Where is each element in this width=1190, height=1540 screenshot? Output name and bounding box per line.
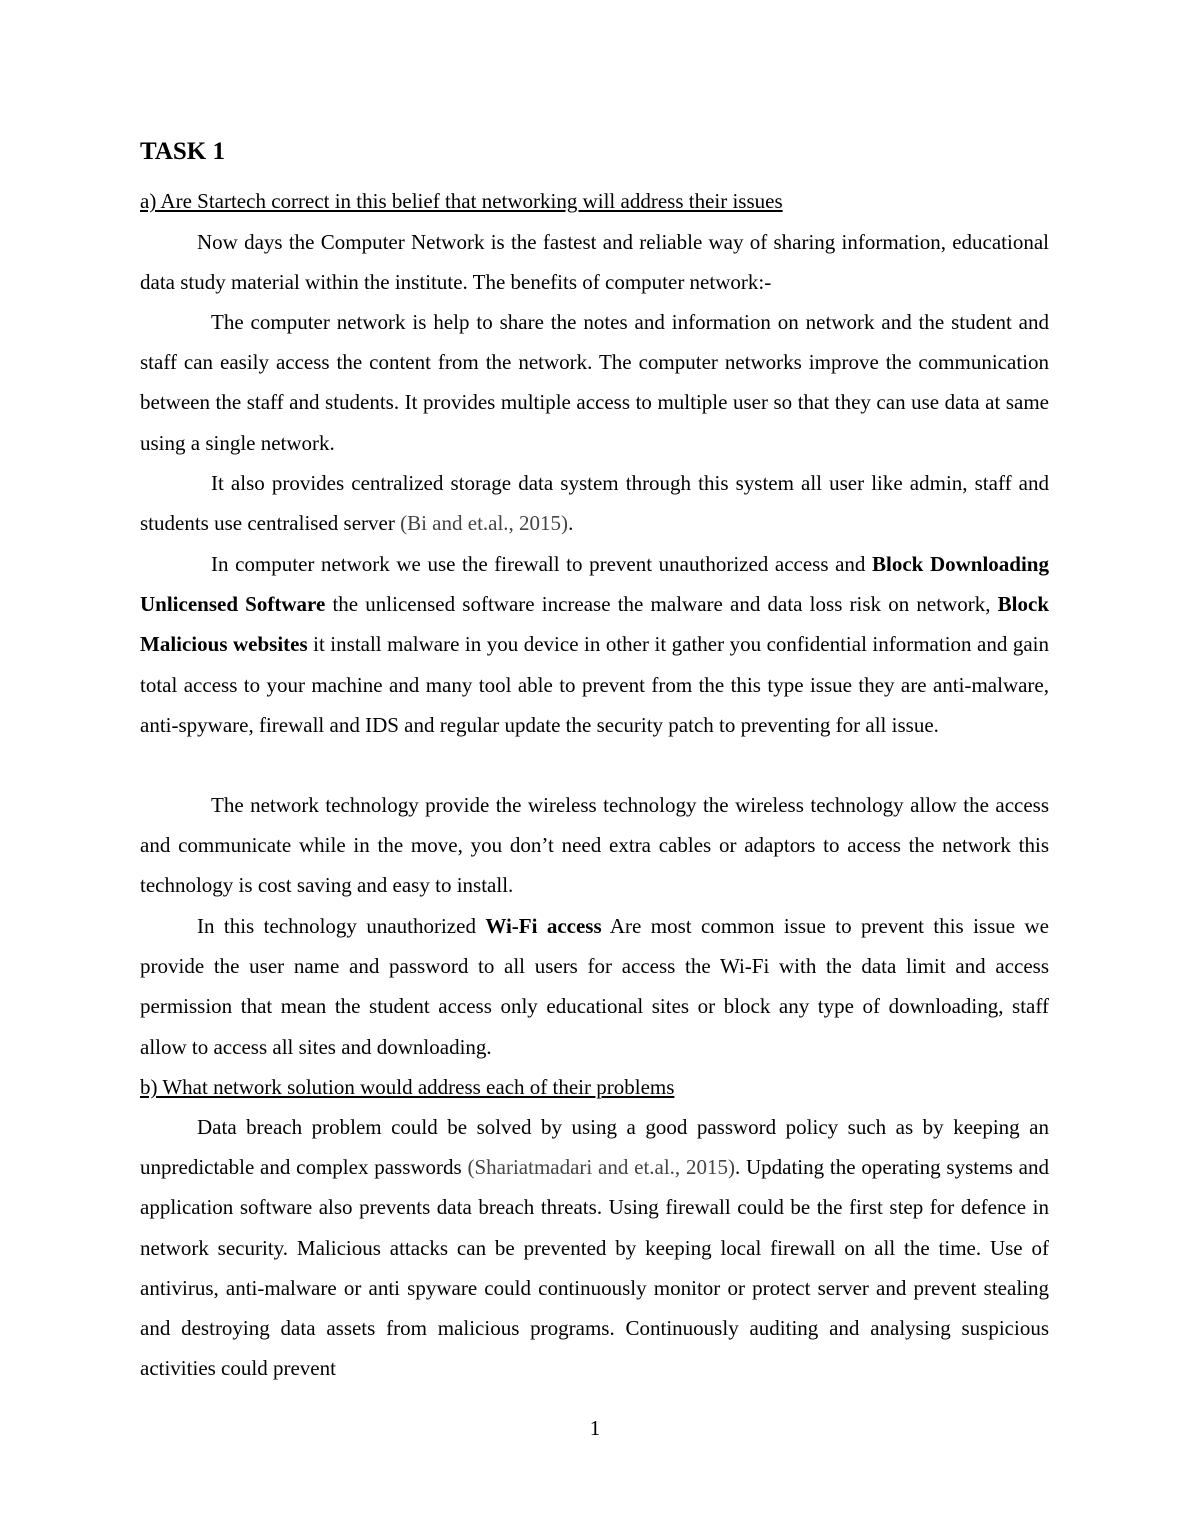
section-a-paragraph-1: Now days the Computer Network is the fastest and reliable way of sharing information, educational data study material within the institute. The benefits of computer network:- — [140, 230, 1049, 295]
page-number: 1 — [589, 1416, 601, 1440]
citation-bi: (Bi and et.al., 2015) — [400, 511, 569, 536]
section-a-paragraph-4 — [140, 544, 1049, 745]
b-p1-text-b: . Updating the operating systems and application software also prevents data breach threats. Using firewall could be the first step for defence in network security. Malicious attacks can be prevented by keeping local firewall on all the time. Use of antivirus, anti-malware or anti spyware could continuously monitor or protect server and prevent stealing and destroying data assets from malicious programs. Continuously auditing and analysing suspicious activities could prevent — [140, 1155, 1049, 1381]
section-a-paragraph-2: The computer network is help to share the notes and information on network and the student and staff can easily access the content from the network. The computer networks improve the communication between the staff and students. It provides multiple access to multiple user so that they can use data at same using a single network. — [140, 310, 1049, 455]
p4-text-a: In computer network we use the firewall to prevent unauthorized access and — [211, 552, 873, 576]
p6-text-c: Are most common issue to prevent this issue we provide the user name and password to all users for access the Wi-Fi with the data limit and access permission that mean the student access only educational sites or block any type of downloading, staff allow to access all sites and downloading. — [140, 914, 1049, 1059]
p3-text: It also provides centralized storage data system through this system all user like admin, staff and students use centralised server — [140, 471, 1049, 536]
p6-bold-wifi-access: Wi-Fi access — [485, 914, 602, 938]
p4-text-d: it install malware in you device in other it gather you confidential information and gain total access to your machine and many tool able to prevent from the this type issue they are anti-malware, anti-spyware, firewall and IDS and regular update the security patch to preventing for all issue. — [140, 632, 1049, 737]
citation-shariatmadari: (Shariatmadari and et.al., 2015) — [467, 1155, 735, 1180]
section-a-title: a) Are Startech correct in this belief that networking will address their issues — [140, 189, 783, 213]
p4-bold-block-downloading: Block Downloading Unlicensed Software — [140, 552, 1049, 617]
section-b-paragraph-1 — [140, 1107, 1049, 1388]
p3-end: . — [568, 511, 574, 536]
section-b-title: b) What network solution would address each of their problems — [140, 1075, 675, 1099]
task-heading: TASK 1 — [140, 138, 225, 165]
section-a-paragraph-6 — [140, 906, 1049, 1067]
p4-bold-block-malicious: Block Malicious websites — [140, 592, 1049, 657]
section-a-paragraph-3 — [140, 463, 1049, 543]
p4-text-c: the unlicensed software increase the malware and data loss risk on network, — [325, 592, 998, 617]
b-p1-text-a: Data breach problem could be solved by using a good password policy such as by keeping an unpredictable and complex passwords — [140, 1115, 1049, 1180]
section-a-paragraph-5: The network technology provide the wireless technology the wireless technology allow the access and communicate while in the move, you don’t need extra cables or adaptors to access the network this technology is cost saving and easy to install. — [140, 793, 1049, 898]
p6-text-a: In this technology unauthorized — [197, 914, 486, 938]
